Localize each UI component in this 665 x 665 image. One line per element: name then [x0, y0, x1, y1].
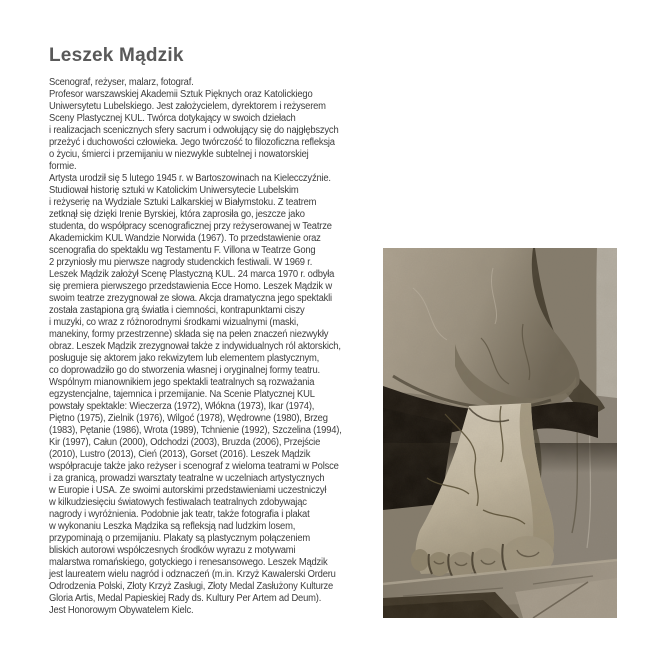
sculpture-foot-photo — [383, 248, 617, 618]
text-line: się premiera pierwszego przedstawienia Ecce Homo. Leszek Mądzik w — [49, 281, 332, 292]
text-line: posługuje się aktorem jako rekwizytem lub elementem plastycznym, — [49, 353, 320, 364]
text-line: w Europie i USA. Ze swoimi autorskimi przedstawieniami uczestniczył — [49, 485, 327, 496]
text-line: i realizacjach scenicznych sfery sacrum i odwołujący się do najgłębszych — [49, 125, 339, 136]
text-line: Piętno (1975), Zielnik (1976), Wilgoć (1978), Wędrowne (1980), Brzeg — [49, 413, 328, 424]
text-line: (2010), Lustro (2013), Cień (2013), Gorset (2016). Leszek Mądzik — [49, 449, 311, 460]
text-line: obraz. Leszek Mądzik zrezygnował także z indywidualnych ról aktorskich, — [49, 341, 341, 352]
text-line: Profesor warszawskiej Akademii Sztuk Pięknych oraz Katolickiego — [49, 89, 313, 100]
text-line: nagrody i wyróżnienia. Podobnie jak teatr, także fotografia i plakat — [49, 509, 310, 520]
text-line: Artysta urodził się 5 lutego 1945 r. w Bartoszowinach na Kielecczyźnie. — [49, 173, 331, 184]
text-line: scenografia do spektaklu wg Testamentu F. Villona w Teatrze Gong — [49, 245, 316, 256]
text-line: Odrodzenia Polski, Złoty Krzyż Zasługi, Złoty Medal Zasłużony Kulturze — [49, 581, 334, 592]
text-line: Studiował historię sztuki w Katolickim Uniwersytecie Lubelskim — [49, 185, 299, 196]
page-title: Leszek Mądzik — [49, 45, 184, 66]
article-body — [49, 77, 380, 617]
text-line: formie. — [49, 161, 77, 172]
text-line: Gloria Artis, Medal Papieskiej Rady ds. Kultury Per Artem ad Deum). — [49, 593, 322, 604]
text-line: powstały spektakle: Wieczerza (1972), Włókna (1973), Ikar (1974), — [49, 401, 315, 412]
text-line: manekiny, formy przestrzenne) składa się na pełen znaczeń niezwykły — [49, 329, 329, 340]
text-line: i reżyserię na Wydziale Sztuki Lalkarskiej w Białymstoku. Z teatrem — [49, 197, 317, 208]
text-line: w wykonaniu Leszka Mądzika są refleksją nad ludzkim losem, — [49, 521, 296, 532]
text-line: o życiu, śmierci i przemijaniu w niezwykle subtelnej i nowatorskiej — [49, 149, 309, 160]
text-line: Leszek Mądzik założył Scenę Plastyczną KUL. 24 marca 1970 r. odbyła — [49, 269, 335, 280]
text-line: Akademickim KUL Wandzie Norwida (1967). To przedstawienie oraz — [49, 233, 321, 244]
text-line: Kir (1997), Całun (2000), Odchodzi (2003), Bruzda (2006), Przejście — [49, 437, 321, 448]
text-line: współpracuje także jako reżyser i scenograf z wieloma teatrami w Polsce — [49, 461, 339, 472]
text-line: swoim teatrze zrezygnował ze słowa. Akcja dramatyczna jego spektakli — [49, 293, 332, 304]
text-line: bliskich autorowi współczesnych środków wyrazu z motywami — [49, 545, 296, 556]
text-line: egzystencjalne, tajemnica i przemijanie. Na Scenie Platycznej KUL — [49, 389, 315, 400]
text-line: została zastąpiona grą światła i ciemności, kontrapunktami ciszy — [49, 305, 305, 316]
text-line: Jest Honorowym Obywatelem Kielc. — [49, 605, 194, 616]
text-line: co doprowadziło go do stworzenia własnej i oryginalnej formy teatru. — [49, 365, 320, 376]
text-line: przeżyć i duchowości człowieka. Jego twórczość to filozoficzna refleksja — [49, 137, 335, 148]
text-line: i za granicą, prowadzi warsztaty teatralne w uczelniach artystycznych — [49, 473, 325, 484]
text-line: w kilkudziesięciu światowych festiwalach teatralnych zdobywając — [49, 497, 307, 508]
text-line: studenta, do współpracy scenograficznej przy reżyserowanej w Teatrze — [49, 221, 332, 232]
text-line: i muzyki, co wraz z różnorodnymi środkami wizualnymi (maski, — [49, 317, 299, 328]
text-line: Wspólnym mianownikiem jego spektakli teatralnych są rozważania — [49, 377, 315, 388]
text-line: przypominają o przemijaniu. Plakaty są plastycznym połączeniem — [49, 533, 311, 544]
sculpture-foot-illustration — [383, 248, 617, 618]
text-line: (1983), Pętanie (1986), Wrota (1989), Tchnienie (1992), Szczelina (1994), — [49, 425, 342, 436]
text-line: malarstwa romańskiego, gotyckiego i renesansowego. Leszek Mądzik — [49, 557, 328, 568]
texture-grain — [383, 248, 617, 618]
text-line: jest laureatem wielu nagród i odznaczeń (m.in. Krzyż Kawalerski Orderu — [49, 569, 336, 580]
text-line: 2 przyniosły mu pierwsze nagrody studenckich festiwali. W 1969 r. — [49, 257, 313, 268]
text-line: Sceny Plastycznej KUL. Twórca dotykający w swoich dziełach — [49, 113, 296, 124]
text-line: Scenograf, reżyser, malarz, fotograf. — [49, 77, 194, 88]
text-line: zetknął się dzięki Irenie Byrskiej, która zaprosiła go, jeszcze jako — [49, 209, 305, 220]
text-line: Uniwersytetu Lubelskiego. Jest założycielem, dyrektorem i reżyserem — [49, 101, 326, 112]
